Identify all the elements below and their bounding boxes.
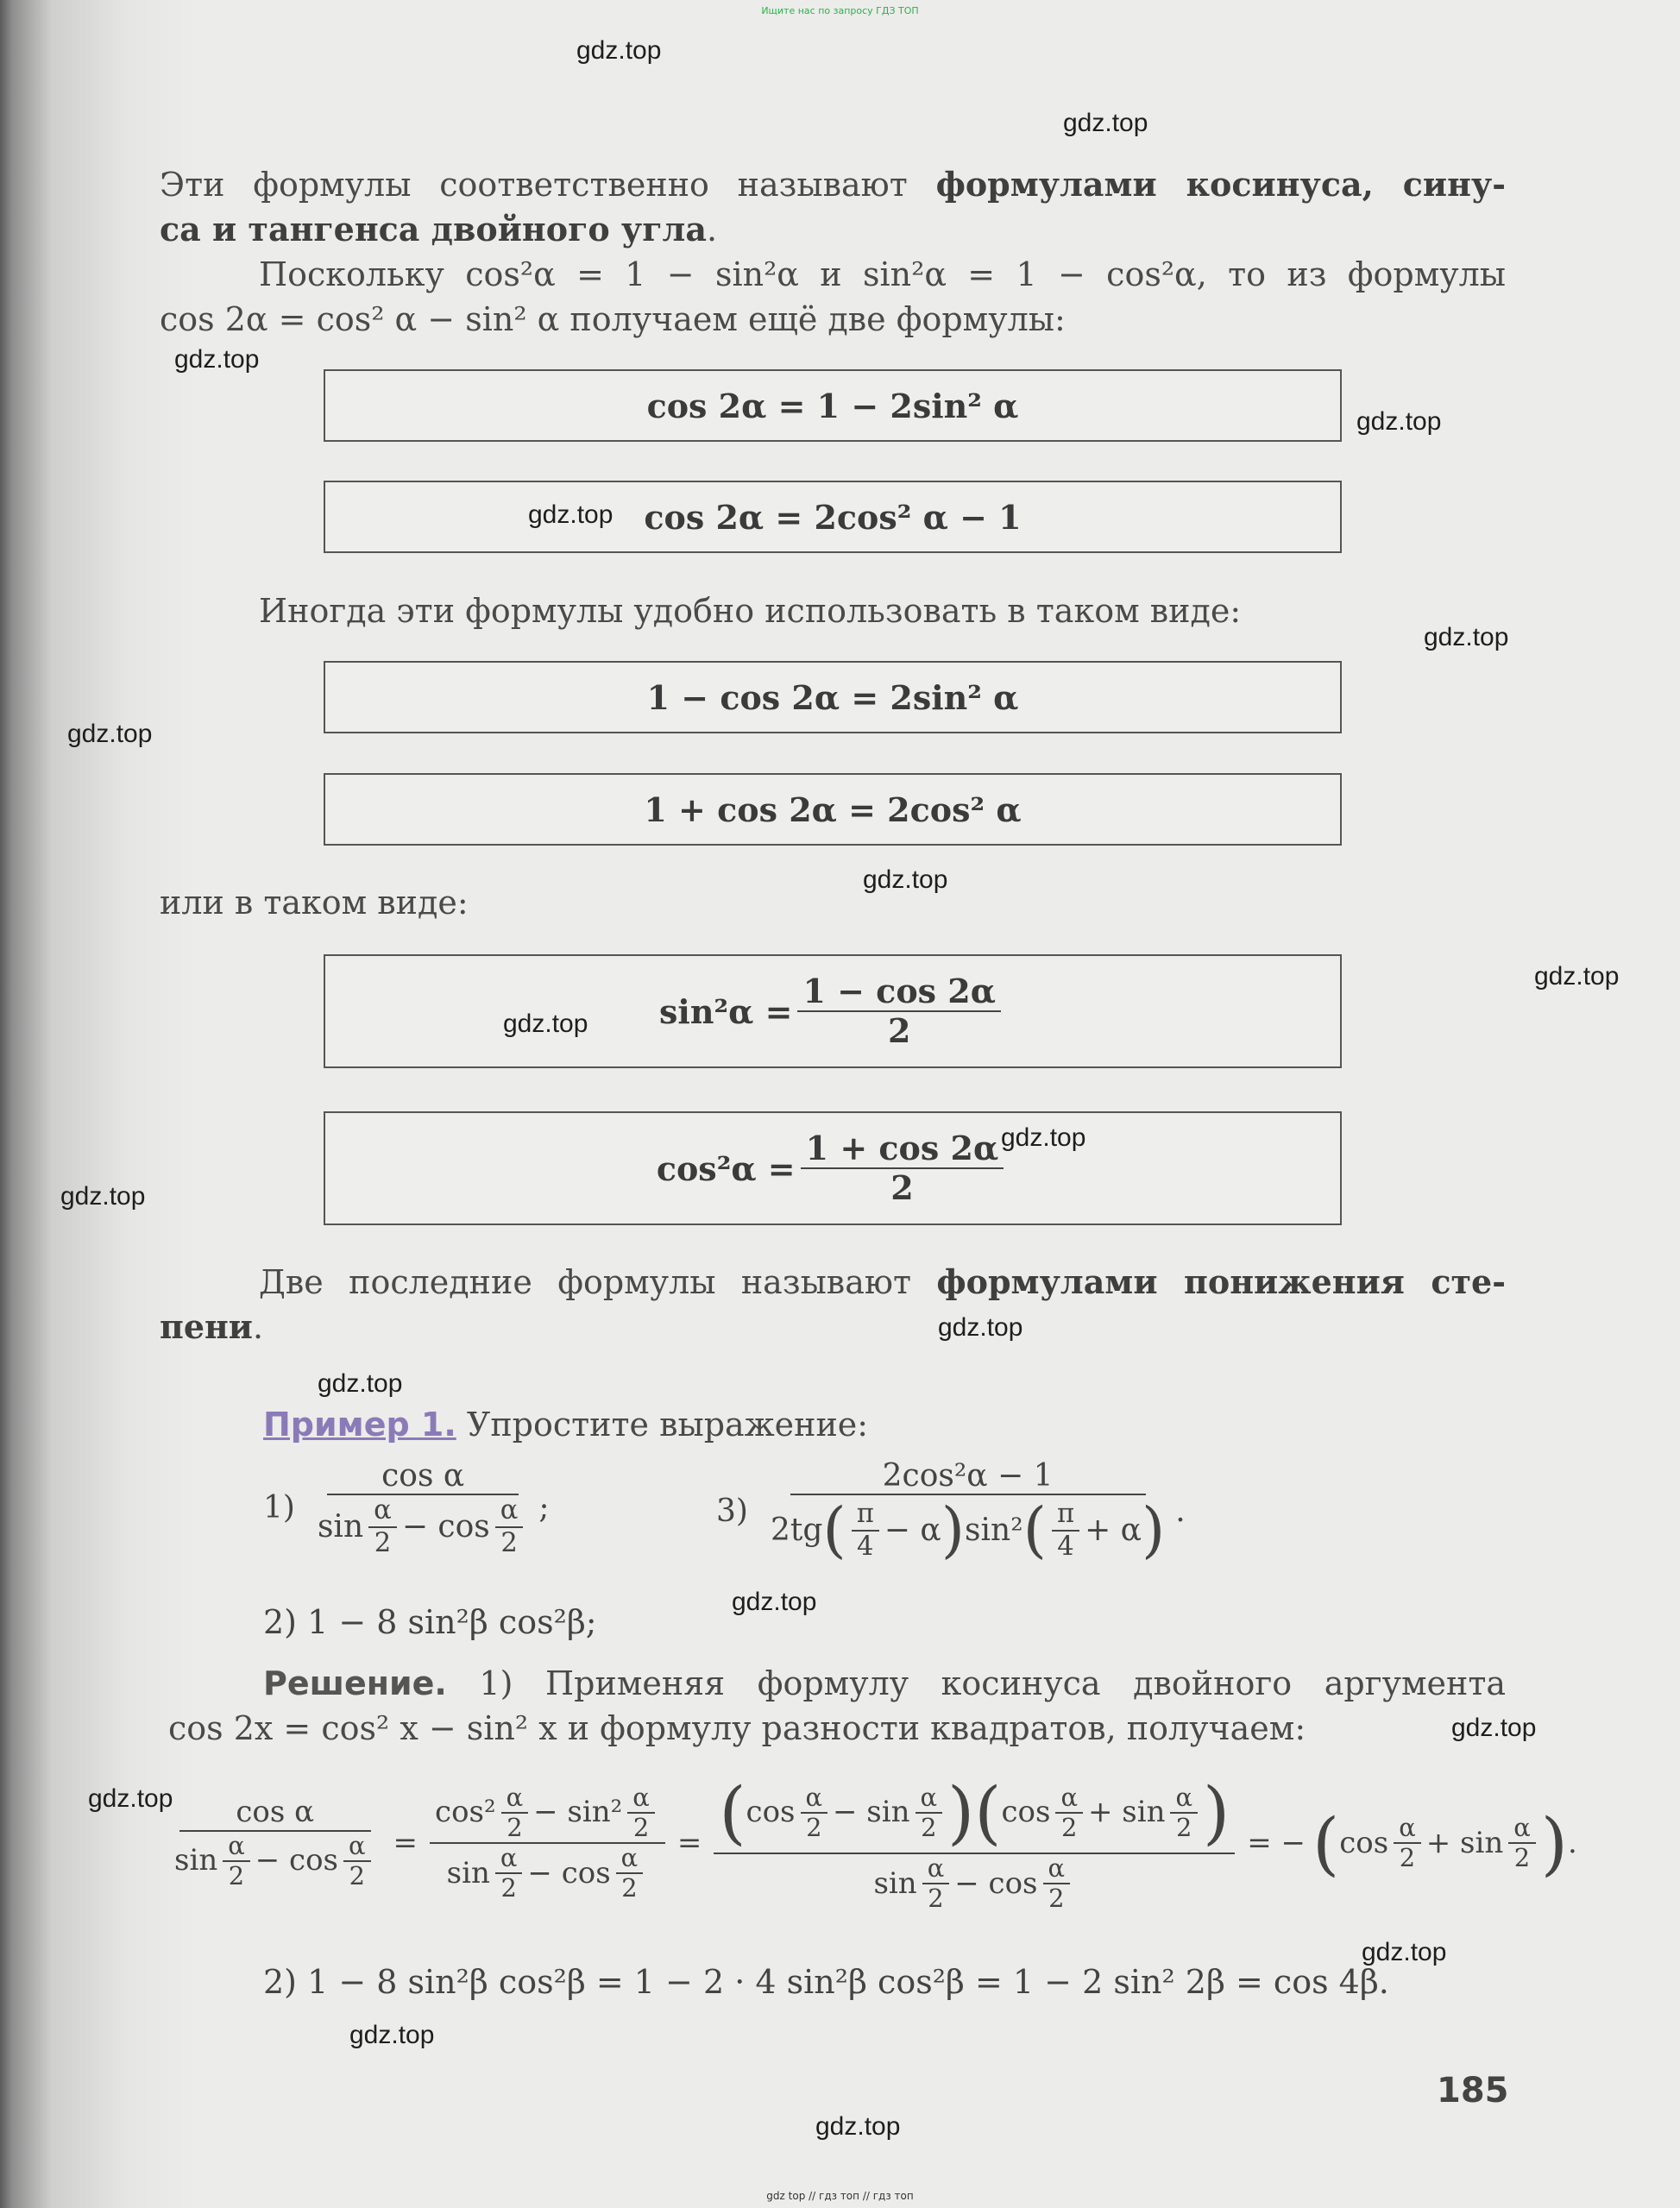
watermark: gdz.top xyxy=(576,36,662,65)
solution-line-1: Решение. 1) Применяя формулу косинуса двойного аргумента xyxy=(263,1664,1506,1702)
example-heading: Пример 1. Упростите выражение: xyxy=(263,1406,869,1444)
formula-box-sin-squared xyxy=(324,954,1342,1068)
example-label: Пример 1. xyxy=(263,1406,456,1444)
formula-box-cos2a-cos: cos 2α = 2cos² α − 1 xyxy=(324,481,1342,553)
cos-squared-fraction xyxy=(801,1129,1004,1206)
watermark: gdz.top xyxy=(732,1588,817,1616)
solution-term-1: cos α sin $\frac{\alpha}{2}$ − cos $\frac{\alpha}{2}$ xyxy=(169,1796,381,1890)
watermark: gdz.top xyxy=(1362,1938,1447,1966)
paragraph-3: Иногда эти формулы удобно использовать в таком виде: xyxy=(259,592,1242,630)
watermark: gdz.top xyxy=(318,1369,403,1398)
formula-box-cos2a-sin: cos 2α = 1 − 2sin² α xyxy=(324,369,1342,442)
watermark: gdz.top xyxy=(1001,1123,1086,1152)
sin-squared-lhs: sin²α = xyxy=(659,991,793,1031)
task-1: 1) cos α sin $\frac{\alpha}{2}$ − cos $\frac{\alpha}{2}$ ; xyxy=(263,1458,550,1558)
watermark: gdz.top xyxy=(1063,109,1148,137)
solution-line-task-2: 2) 1 − 8 sin²β cos²β = 1 − 2 · 4 sin²β cos²β = 1 − 2 sin² 2β = cos 4β. xyxy=(263,1963,1389,2001)
watermark: gdz.top xyxy=(88,1784,173,1813)
paragraph-4: или в таком виде: xyxy=(160,884,469,922)
sin-squared-denominator: 2 xyxy=(887,1011,911,1050)
paragraph-5-line-1: Две последние формулы называют формулами понижения сте- xyxy=(259,1262,1507,1301)
solution-label: Решение. xyxy=(263,1664,447,1702)
paragraph-1-line-2: са и тангенса двойного угла. xyxy=(160,210,718,248)
watermark: gdz.top xyxy=(1534,962,1620,991)
header-note: Ищите нас по запросу ГДЗ ТОП xyxy=(761,5,919,16)
watermark: gdz.top xyxy=(174,345,260,374)
task-2: 2) 1 − 8 sin²β cos²β; xyxy=(263,1603,597,1641)
watermark: gdz.top xyxy=(503,1010,588,1038)
footer-note: gdz top // гдз топ // гдз топ xyxy=(766,2190,914,2202)
watermark: gdz.top xyxy=(863,865,948,894)
watermark: gdz.top xyxy=(1424,623,1509,651)
watermark: gdz.top xyxy=(349,2021,435,2049)
watermark: gdz.top xyxy=(938,1313,1023,1342)
solution-term-3: ( cos $\frac{\alpha}{2}$ − sin $\frac{\alpha}{2}$ )( cos $\frac{\alpha}{2}$ + sin $\frac{\alpha}{2}$ ) sin $\frac{\alpha}{2}$ − cos $\frac{\alpha}{2}$ xyxy=(714,1773,1235,1913)
cos-squared-numerator: 1 + cos 2α xyxy=(801,1129,1004,1169)
watermark: gdz.top xyxy=(815,2112,901,2141)
watermark: gdz.top xyxy=(67,720,153,748)
watermark: gdz.top xyxy=(60,1182,146,1211)
task-3: 3) 2cos²α − 1 2tg ( $\frac{\pi}{4}$ − α ) sin² ( $\frac{\pi}{4}$ + α ) . xyxy=(716,1458,1186,1566)
paragraph-2-line-2: cos 2α = cos² α − sin² α получаем ещё две формулы: xyxy=(160,300,1066,338)
paragraph-1-line-1: Эти формулы соответственно называют формулами косинуса, сину- xyxy=(160,165,1507,204)
watermark: gdz.top xyxy=(1356,407,1442,436)
watermark: gdz.top xyxy=(528,500,613,529)
paragraph-2-line-1: Поскольку cos²α = 1 − sin²α и sin²α = 1 − cos²α, то из формулы xyxy=(259,255,1506,293)
solution-equation: cos α sin $\frac{\alpha}{2}$ − cos $\frac{\alpha}{2}$ = cos² $\frac{\alpha}{2}$ − sin² $\frac{\alpha}{2}$ sin $\frac{\alpha}{2}$ − cos $\frac{\alpha}{2}$ = ( cos $\frac{\alpha}{2}$ − sin $\frac{\alpha}{2}$ )( cos $\frac{\alpha}{2}$ + sin $\frac{\alpha}{2}$ ) sin $\frac{\alpha}{2}$ − cos $\frac{\alpha}{2}$ = − ( cos $\frac{\alpha}{2}$ + sin $\frac{\alpha}{2}$ ) . xyxy=(164,1773,1577,1913)
watermark: gdz.top xyxy=(1451,1714,1537,1742)
cos-squared-denominator: 2 xyxy=(890,1168,914,1207)
sin-squared-numerator: 1 − cos 2α xyxy=(797,972,1001,1012)
solution-line-2: cos 2x = cos² x − sin² x и формулу разности квадратов, получаем: xyxy=(168,1709,1306,1747)
formula-box-one-plus-cos: 1 + cos 2α = 2cos² α xyxy=(324,773,1342,846)
cos-squared-lhs: cos²α = xyxy=(656,1148,796,1188)
sin-squared-fraction xyxy=(797,972,1001,1049)
page-number: 185 xyxy=(1437,2071,1509,2110)
formula-box-one-minus-cos: 1 − cos 2α = 2sin² α xyxy=(324,661,1342,733)
formula-box-cos-squared xyxy=(324,1111,1342,1225)
paragraph-5-line-2: пени. xyxy=(160,1307,264,1346)
solution-term-2: cos² $\frac{\alpha}{2}$ − sin² $\frac{\alpha}{2}$ sin $\frac{\alpha}{2}$ − cos $\frac{\alpha}{2}$ xyxy=(430,1783,665,1903)
